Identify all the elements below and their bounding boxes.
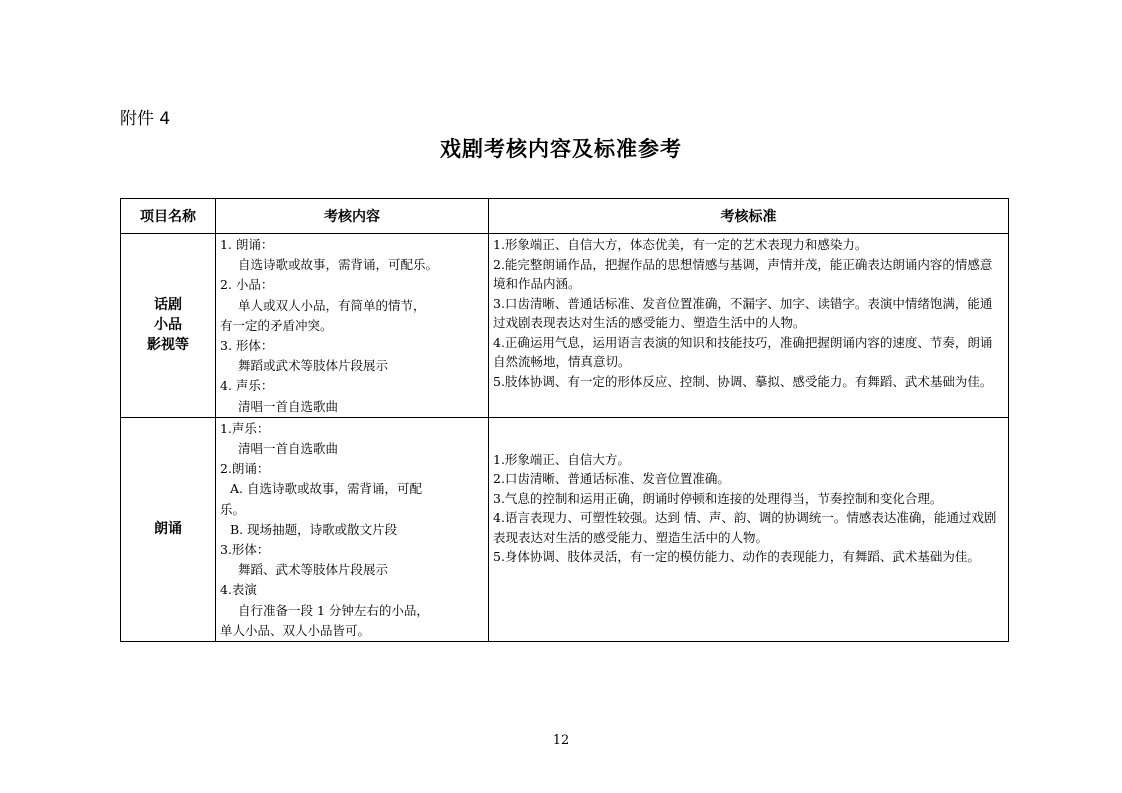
content-line: 清唱一首自选歌曲 bbox=[238, 398, 339, 414]
project-name-line: 话剧 bbox=[154, 297, 182, 314]
standard-item: 4.正确运用气息，运用语言表演的知识和技能技巧，准确把握朗诵内容的速度、节奏，朗诵自然流畅地，情真意切。 bbox=[493, 334, 993, 369]
content-line: 单人小品、双人小品皆可。 bbox=[220, 622, 371, 638]
content-line: 舞蹈或武术等肢体片段展示 bbox=[238, 358, 389, 374]
standard-item: 2.能完整朗诵作品，把握作品的思想情感与基调，声情并茂，能正确表达朗诵内容的情感意境和作品内涵。 bbox=[493, 256, 993, 291]
project-name-cell bbox=[121, 417, 216, 641]
assessment-table bbox=[120, 198, 1009, 642]
content-line: 乐。 bbox=[220, 501, 246, 517]
project-name-cell bbox=[121, 234, 216, 418]
content-line: 4. 声乐： bbox=[220, 378, 274, 394]
standard-item: 3.口齿清晰、普通话标准、发音位置准确，不漏字、加字、读错字。表演中情绪饱满，能通过戏剧表现表达对生活的感受能力、塑造生活中的人物。 bbox=[493, 295, 993, 330]
header-standard: 考核标准 bbox=[489, 199, 1009, 234]
project-name-line: 影视等 bbox=[147, 337, 189, 354]
content-line: 2. 小品： bbox=[220, 277, 274, 293]
content-line: 有一定的矛盾冲突。 bbox=[220, 317, 333, 333]
standard-item: 5.身体协调、肢体灵活，有一定的模仿能力、动作的表现能力，有舞蹈、武术基础为佳。 bbox=[493, 549, 980, 565]
content-line: 舞蹈、武术等肢体片段展示 bbox=[238, 562, 389, 578]
content-line: 自选诗歌或故事，需背诵，可配乐。 bbox=[238, 257, 439, 273]
content-line: A. 自选诗歌或故事，需背诵，可配 bbox=[230, 481, 422, 497]
standard-item: 5.肢体协调、有一定的形体反应、控制、协调、摹拟、感受能力。有舞蹈、武术基础为佳。 bbox=[493, 373, 993, 389]
attachment-label: 附件 4 bbox=[120, 109, 171, 129]
page-title: 戏剧考核内容及标准参考 bbox=[440, 137, 682, 161]
standard-item: 2.口齿清晰、普通话标准、发音位置准确。 bbox=[493, 471, 730, 487]
content-cell bbox=[216, 417, 489, 641]
standard-item: 4.语言表现力、可塑性较强。达到 情、声、韵、调的协调统一。情感表达准确，能通过戏剧表现表达对生活的感受能力、塑造生活中的人物。 bbox=[493, 510, 997, 545]
content-line: 单人或双人小品，有简单的情节， bbox=[238, 297, 426, 313]
standard-cell bbox=[489, 234, 1009, 418]
standard-cell bbox=[489, 417, 1009, 641]
content-line: 1.声乐： bbox=[220, 420, 270, 436]
content-line: 2.朗诵： bbox=[220, 461, 270, 477]
content-line: 自行准备一段 1 分钟左右的小品， bbox=[238, 602, 429, 618]
content-line: B. 现场抽题，诗歌或散文片段 bbox=[230, 521, 398, 537]
page-number: 12 bbox=[552, 733, 570, 748]
content-line: 1. 朗诵： bbox=[220, 237, 274, 252]
standard-item: 1.形象端正、自信大方，体态优美，有一定的艺术表现力和感染力。 bbox=[493, 237, 868, 252]
header-content: 考核内容 bbox=[216, 199, 489, 234]
content-line: 3.形体： bbox=[220, 542, 270, 558]
table-row bbox=[121, 234, 1009, 418]
content-line: 4.表演 bbox=[220, 582, 257, 598]
content-cell bbox=[216, 234, 489, 418]
standard-item: 1.形象端正、自信大方。 bbox=[493, 451, 630, 467]
content-line: 清唱一首自选歌曲 bbox=[238, 441, 339, 457]
project-name-line: 朗诵 bbox=[154, 521, 182, 538]
content-line: 3. 形体： bbox=[220, 338, 274, 354]
table-row bbox=[121, 417, 1009, 641]
project-name-line: 小品 bbox=[154, 317, 182, 334]
table-header-row bbox=[121, 199, 1009, 234]
standard-item: 3.气息的控制和运用正确，朗诵时停顿和连接的处理得当，节奏控制和变化合理。 bbox=[493, 490, 943, 506]
header-project-name: 项目名称 bbox=[121, 199, 216, 234]
